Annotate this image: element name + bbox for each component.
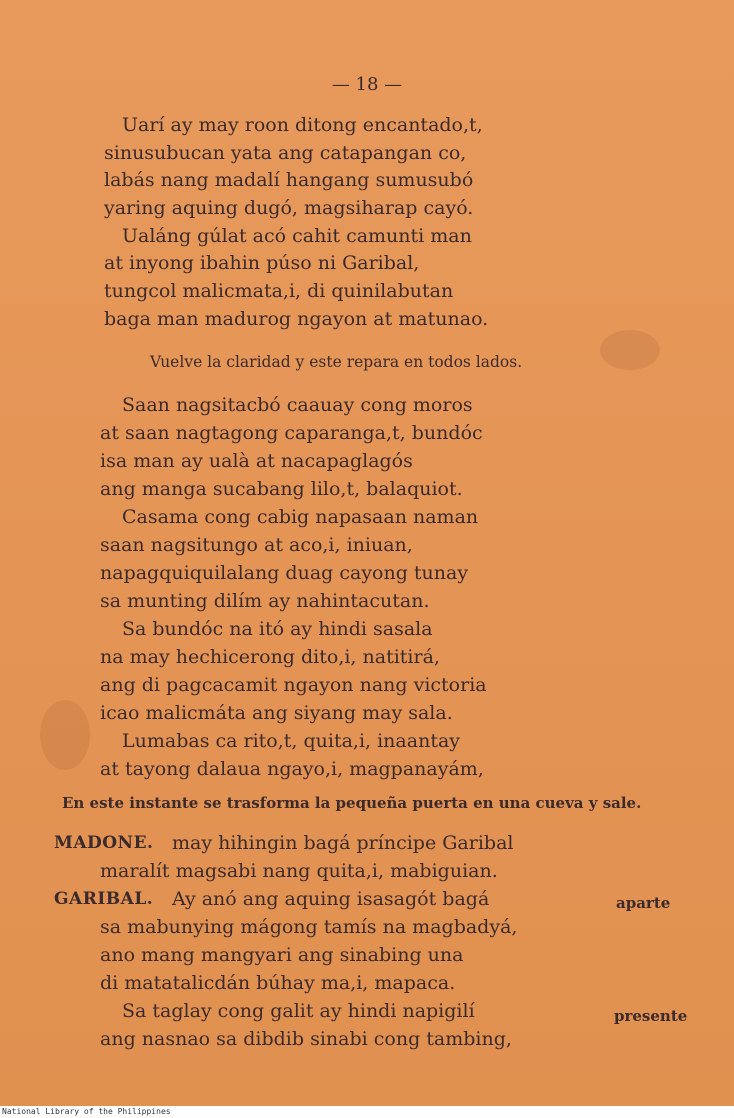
dialogue-line: ano mang mangyari ang sinabing una [100,944,464,966]
verse-line: Ualáng gúlat acó cahit camunti man [122,225,472,247]
dialogue-line: sa mabunying mágong tamís na magbadyá, [100,916,518,938]
aside-note: presente [614,1007,688,1025]
dialogue-line: maralít magsabi nang quita,i, mabiguian. [100,860,498,882]
verse-line: baga man madurog ngayon at matunao. [104,308,489,330]
verse-line: Sa bundóc na itó ay hindi sasala [122,618,433,640]
verse-line: at tayong dalaua ngayo,i, magpanayám, [100,758,484,780]
speaker-name: MADONE. [54,833,154,853]
verse-line: sinusubucan yata ang catapangan co, [104,142,467,164]
verse-line: Casama cong cabig napasaan naman [122,506,479,528]
verse-line: saan nagsitungo at aco,i, iniuan, [100,534,413,556]
dialogue-line: Sa taglay cong galit ay hindi napigilí [122,1000,475,1022]
verse-line: at saan nagtagong caparanga,t, bundóc [100,422,483,444]
aside-note: aparte [616,894,671,912]
speaker-name: GARIBAL. [54,889,154,909]
verse-line: at inyong ibahin púso ni Garibal, [104,252,420,274]
library-footer: National Library of the Philippines [2,1107,171,1116]
verse-line: Saan nagsitacbó caauay cong moros [122,394,473,416]
verse-line: ang manga sucabang lilo,t, balaquiot. [100,478,463,500]
paper-stain [600,330,660,370]
dialogue-line: Ay anó ang aquing isasagót bagá [172,888,490,910]
verse-line: labás nang madalí hangang sumusubó [104,169,474,191]
dialogue-line: di matatalicdán búhay ma,i, mapaca. [100,972,456,994]
dialogue-line: ang nasnao sa dibdib sinabi cong tambing, [100,1028,512,1050]
verse-line: isa man ay ualà at nacapaglagós [100,450,413,472]
verse-line: tungcol malicmata,i, di quinilabutan [104,280,454,302]
verse-line: sa munting dilím ay nahintacutan. [100,590,430,612]
verse-line: na may hechicerong dito,i, natitirá, [100,646,440,668]
verse-line: Lumabas ca rito,t, quita,i, inaantay [122,730,461,752]
stage-direction: En este instante se trasforma la pequeña puerta en una cueva y sale. [62,794,642,812]
page-number: — 18 — [331,74,403,95]
paper-stain [40,700,90,770]
verse-line: icao malicmáta ang siyang may sala. [100,702,453,724]
verse-line: napagquiquilalang duag cayong tunay [100,562,469,584]
verse-line: ang di pagcacamit ngayon nang victoria [100,674,487,696]
verse-line: Uarí ay may roon ditong encantado,t, [122,114,483,136]
verse-line: yaring aquing dugó, magsiharap cayó. [104,197,474,219]
stage-direction: Vuelve la claridad y este repara en todos lados. [150,353,523,371]
dialogue-line: may hihingin bagá príncipe Garibal [172,832,514,854]
